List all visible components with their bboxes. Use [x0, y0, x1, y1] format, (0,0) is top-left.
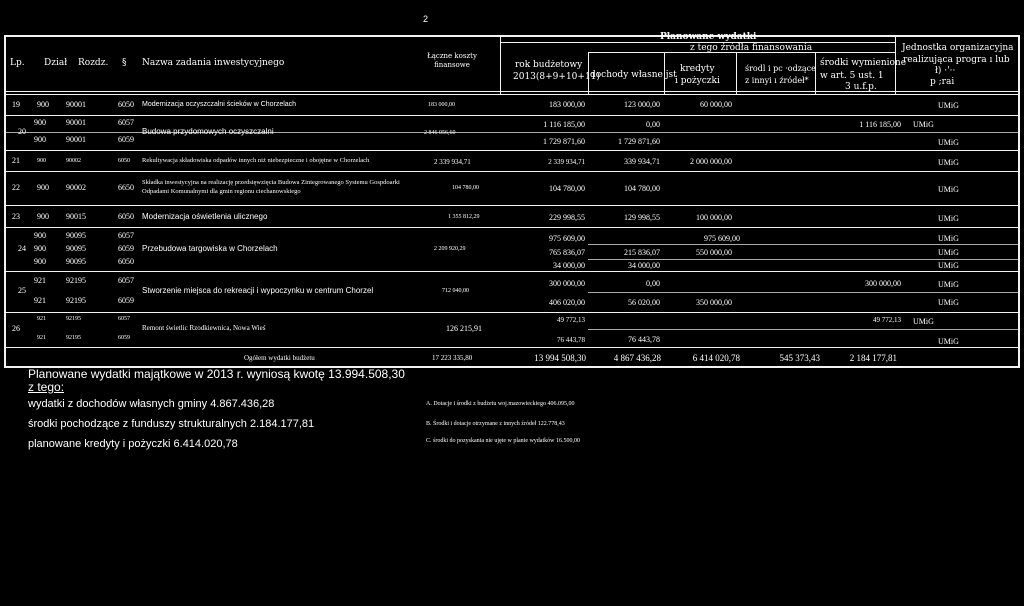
row-jedn: UMiG: [913, 120, 934, 129]
row-art5: 300 000,00: [865, 279, 901, 288]
row-rozdz: 90002: [66, 183, 86, 192]
note-a: A. Dotacje i środki z budżetu woj.mazowieckiego 406.095,00: [426, 401, 575, 407]
total-label: Ogółem wydatki budżetu: [244, 354, 315, 362]
row-dochody: 0,00: [646, 279, 660, 288]
row-par: 6050: [118, 257, 134, 266]
row-rozdz: 90095: [66, 244, 86, 253]
row-dzial: 900: [34, 231, 46, 240]
row-jedn: UMiG: [938, 158, 959, 167]
header-srodki-inne-2: z innyi ı źródeł*: [745, 76, 809, 85]
row-par: 6059: [118, 135, 134, 144]
total-dochody: 4 867 436,28: [613, 353, 661, 363]
row-jedn: UMiG: [938, 298, 959, 307]
row-kredyty: 2 000 000,00: [690, 157, 732, 166]
header-lp: Lp.: [10, 58, 25, 68]
total-kredyty: 6 414 020,78: [692, 353, 740, 363]
row-jedn: UMiG: [938, 101, 959, 110]
row-laczne: 126 215,91: [446, 324, 482, 333]
row-rok: 1 116 185,00: [543, 120, 585, 129]
row-dochody: 34 000,00: [628, 261, 660, 270]
row-lp: 23: [12, 212, 20, 221]
summary-fundusze: środki pochodzące z funduszy strukturalnych 2.184.177,81: [28, 418, 315, 430]
row-par: 6059: [118, 244, 134, 253]
row-par: 6057: [118, 316, 130, 322]
row-nazwa: Modernizacja oświetlenia ulicznego: [142, 212, 268, 221]
row-jedn: UMiG: [938, 214, 959, 223]
row-lp: 19: [12, 100, 20, 109]
row-laczne: 1 355 812,29: [448, 214, 480, 220]
row-dzial: 921: [37, 335, 46, 341]
row-kredyty: 550 000,00: [696, 248, 732, 257]
row-jedn: UMiG: [913, 317, 934, 326]
row-nazwa: Stworzenie miejsca do rekreacji i wypoczynku w centrum Chorzel: [142, 286, 374, 295]
row-nazwa: Remont świetlic Rzodkiewnica, Nowa Wieś: [142, 324, 266, 332]
row-rok: 2 339 934,71: [548, 158, 585, 166]
row-dzial: 900: [37, 212, 49, 221]
row-dzial: 900: [37, 100, 49, 109]
header-srodki-inne-1: środl i pc ·odzące: [745, 64, 816, 73]
header-koord: ł) ·'··: [935, 66, 956, 76]
row-jedn: UMiG: [938, 234, 959, 243]
row-par: 6057: [118, 276, 134, 285]
header-rozdz: Rozdz.: [78, 58, 109, 68]
note-b: B. Środki i dotacje otrzymane z innych źródeł 122.778,43: [426, 421, 565, 427]
row-rok: 765 836,07: [549, 248, 585, 257]
row-rozdz: 90002: [66, 158, 81, 164]
row-rok: 34 000,00: [553, 261, 585, 270]
row-rozdz: 90001: [66, 100, 86, 109]
row-rok: 406 020,00: [549, 298, 585, 307]
row-laczne: 104 780,00: [452, 185, 479, 191]
row-nazwa: Rekultywacja składowiska odpadów innych niż niebezpieczne i obojętne w Chorzelach: [142, 157, 370, 164]
header-paragraf: §: [122, 58, 127, 68]
row-rozdz: 92195: [66, 276, 86, 285]
row-par: 6050: [118, 100, 134, 109]
header-ufp: 3 u.f.p.: [845, 82, 877, 92]
summary-z-tego: z tego:: [28, 380, 65, 394]
row-par: 6050: [118, 158, 130, 164]
note-c: C. środki do pozyskania nie ujęte w planie wydatków 16.500,00: [426, 438, 580, 444]
row-rok: 49 772,13: [557, 316, 585, 324]
row-nazwa: Składka inwestycyjna na realizację przedsięwzięcia Budowa Zintegrowanego Systemu Gospdoarki Odpadami Komunalnymi dla gmin regionu ciechanowskiego: [142, 179, 400, 195]
row-dzial: 900: [34, 244, 46, 253]
row-lp: 21: [12, 156, 20, 165]
row-lp: 26: [12, 324, 20, 333]
row-dzial: 900: [34, 257, 46, 266]
row-rok: 76 443,78: [557, 336, 585, 344]
header-realizujaca: realizująca progra ı lub: [903, 55, 1010, 65]
header-wart: w art. 5 ust. 1: [820, 71, 884, 81]
row-dzial: 900: [34, 118, 46, 127]
header-kredyty: kredyty: [680, 64, 715, 74]
row-jedn: UMiG: [938, 261, 959, 270]
row-nazwa: Modernizacja oczyszczalni ścieków w Chorzelach: [142, 101, 297, 108]
row-laczne: 2 339 934,71: [434, 158, 471, 166]
row-lp: 24: [18, 244, 26, 253]
row-rozdz: 90015: [66, 212, 86, 221]
row-rozdz: 90001: [66, 135, 86, 144]
row-dochody: 215 836,07: [624, 248, 660, 257]
row-laczne: 2 846 056,60: [424, 130, 456, 136]
total-rok: 13 994 508,30: [534, 353, 586, 363]
row-laczne: 2 209 920,29: [434, 246, 466, 252]
row-rok: 183 000,00: [549, 100, 585, 109]
header-nazwa: Nazwa zadania inwestycyjnego: [142, 58, 285, 68]
row-lp: 20: [18, 127, 26, 136]
row-rozdz: 92195: [66, 316, 81, 322]
row-dzial: 921: [34, 296, 46, 305]
row-rok: 229 998,55: [549, 213, 585, 222]
row-dochody: 56 020,00: [628, 298, 660, 307]
row-par: 6057: [118, 118, 134, 127]
row-art5: 49 772,13: [873, 316, 901, 324]
row-rozdz: 90095: [66, 231, 86, 240]
row-kredyty: 100 000,00: [696, 213, 732, 222]
row-kredyty: 350 000,00: [696, 298, 732, 307]
row-dochody: 104 780,00: [624, 184, 660, 193]
row-rozdz: 92195: [66, 296, 86, 305]
summary-total: Planowane wydatki majątkowe w 2013 r. wyniosą kwotę 13.994.508,30: [28, 367, 405, 381]
header-rok-formula: 2013(8+9+10+11): [513, 72, 600, 82]
header-dochody: dochody własne jst: [590, 70, 677, 80]
row-par: 6059: [118, 296, 134, 305]
row-rok: 1 729 871,60: [543, 137, 585, 146]
row-laczne: 712 040,00: [442, 288, 469, 294]
row-rozdz: 90095: [66, 257, 86, 266]
header-planowane: Planowane wydatki: [660, 32, 757, 42]
row-dochody: 0,00: [646, 120, 660, 129]
header-srodki-wymienione: środki wymienione: [820, 58, 907, 68]
header-jednostka: Jednostka organizacyjna: [902, 43, 1014, 53]
total-inne: 545 373,43: [779, 353, 820, 363]
row-dochody: 129 998,55: [624, 213, 660, 222]
row-rozdz: 90001: [66, 118, 86, 127]
row-par: 6650: [118, 183, 134, 192]
row-rozdz: 92195: [66, 335, 81, 341]
row-par: 6057: [118, 231, 134, 240]
row-kredyty: 60 000,00: [700, 100, 732, 109]
row-jedn: UMiG: [938, 248, 959, 257]
row-par: 6059: [118, 335, 130, 341]
row-dochody: 1 729 871,60: [618, 137, 660, 146]
row-lp: 25: [18, 286, 26, 295]
total-art5: 2 184 177,81: [849, 353, 897, 363]
row-rok: 300 000,00: [549, 279, 585, 288]
row-dochody: 76 443,78: [628, 335, 660, 344]
summary-kredyty: planowane kredyty i pożyczki 6.414.020,78: [28, 438, 238, 450]
header-pozyczki: i pożyczki: [675, 76, 720, 86]
row-nazwa: Budowa przydomowych oczyszczalni: [142, 127, 274, 136]
header-z-tego: z tego źródła finansowania: [690, 43, 813, 53]
row-dzial: 900: [37, 183, 49, 192]
total-laczne: 17 223 335,80: [432, 354, 473, 362]
row-nazwa: Przebudowa targowiska w Chorzelach: [142, 244, 278, 253]
header-rok: rok budżetowy: [515, 60, 583, 70]
row-jedn: UMiG: [938, 138, 959, 147]
summary-dochody: wydatki z dochodów własnych gminy 4.867.436,28: [28, 398, 275, 410]
row-rok: 104 780,00: [549, 184, 585, 193]
row-jedn: UMiG: [938, 280, 959, 289]
row-art5: 1 116 185,00: [859, 120, 901, 129]
row-dzial: 900: [34, 135, 46, 144]
row-dochody: 339 934,71: [624, 157, 660, 166]
header-laczne: Łączne koszty finansowe: [427, 52, 477, 69]
row-dzial: 900: [37, 158, 46, 164]
page-number: 2: [423, 14, 429, 24]
row-par: 6050: [118, 212, 134, 221]
header-dzial: Dział: [44, 58, 68, 68]
row-dzial: 921: [37, 316, 46, 322]
row-jedn: UMiG: [938, 185, 959, 194]
row-dochody: 123 000,00: [624, 100, 660, 109]
row-lp: 22: [12, 183, 20, 192]
row-jedn: UMiG: [938, 337, 959, 346]
row-dzial: 921: [34, 276, 46, 285]
header-prai: p ;rai: [930, 77, 955, 87]
row-rok: 975 609,00: [549, 234, 585, 243]
row-art5: 975 609,00: [704, 234, 740, 243]
row-laczne: 183 000,00: [428, 102, 455, 108]
